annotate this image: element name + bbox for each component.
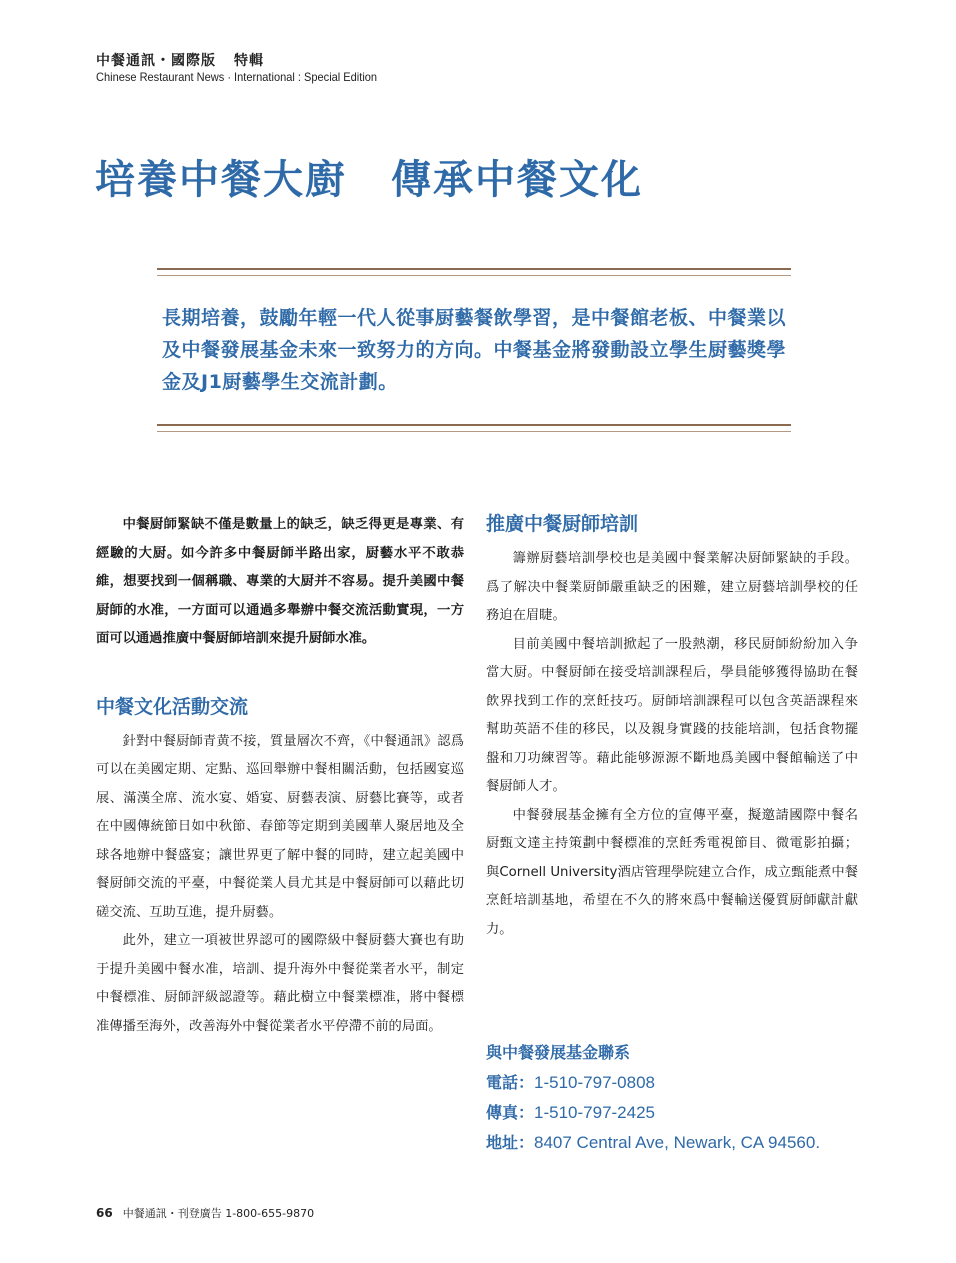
contact-fax <box>486 1098 906 1128</box>
fax-number: 1-510-797-2425 <box>534 1103 655 1122</box>
left-column <box>96 511 464 1041</box>
contact-box <box>486 1038 906 1158</box>
paragraph: 目前美國中餐培訓掀起了一股熱潮，移民厨師紛紛加入争當大厨。中餐厨師在接受培訓課程后，學員能够獲得協助在餐飲界找到工作的烹飪技巧。厨師培訓課程可以包含英語課程來幫助英語不佳的移民，以及親身實踐的技能培訓，包括食物擺盤和刀功練習等。藉此能够源源不斷地爲美國中餐館輸送了中餐厨師人才。 <box>486 636 858 794</box>
paragraph: 針對中餐厨師青黄不接，質量層次不齊，《中餐通訊》認爲可以在美國定期、定點、巡回舉辦中餐相關活動，包括國宴巡展、滿漢全席、流水宴、婚宴、厨藝表演、厨藝比賽等，或者在中國傳統節日如中秋節、春節等定期到美國華人聚居地及全球各地辦中餐盛宴；讓世界更了解中餐的同時，建立起美國中餐厨師交流的平臺，中餐從業人員尤其是中餐厨師可以藉此切磋交流、互助互進，提升厨藝。 <box>96 733 464 920</box>
right-column <box>486 511 858 944</box>
contact-address <box>486 1128 906 1158</box>
address-label: 地址： <box>486 1133 535 1152</box>
subheading-chef-training: 推廣中餐厨師培訓 <box>486 513 639 535</box>
deck-summary: 長期培養，鼓勵年輕一代人從事厨藝餐飲學習，是中餐館老板、中餐業以及中餐發展基金未來一致努力的方向。中餐基金將發動設立學生厨藝獎學金及J1厨藝學生交流計劃。 <box>162 307 787 393</box>
intro-paragraph: 中餐厨師緊缺不僅是數量上的缺乏，缺乏得更是專業、有經驗的大厨。如今許多中餐厨師半路出家，厨藝水平不敢恭維，想要找到一個稱職、專業的大厨并不容易。提升美國中餐厨師的水准，一方面可以通過多舉辦中餐交流活動實現，一方面可以通過推廣中餐厨師培訓來提升厨師水准。 <box>96 517 464 646</box>
page-title <box>95 148 643 205</box>
publication-cn-name: 中餐通訊・國際版 <box>96 53 216 69</box>
paragraph: 籌辦厨藝培訓學校也是美國中餐業解决厨師緊缺的手段。爲了解决中餐業厨師嚴重缺乏的困難，建立厨藝培訓學校的任務迫在眉睫。 <box>486 551 858 623</box>
contact-phone <box>486 1068 906 1098</box>
subheading-culture-exchange: 中餐文化活動交流 <box>96 695 249 718</box>
deck-rule-top <box>157 268 791 276</box>
phone-label: 電話： <box>486 1073 535 1092</box>
paragraph: 此外，建立一項被世界認可的國際級中餐厨藝大賽也有助于提升美國中餐水准，培訓、提升海外中餐從業者水平，制定中餐標准、厨師評級認證等。藉此樹立中餐業標准，將中餐標准傳播至海外，改善海外中餐從業者水平停滯不前的局面。 <box>96 933 464 1034</box>
section-label: 特輯 <box>234 53 264 69</box>
title-part-1: 培養中餐大廚 <box>95 157 347 203</box>
deck-rule-bottom <box>157 424 791 432</box>
footer-text: 中餐通訊・刊登廣告 1-800-655-9870 <box>122 1207 315 1220</box>
fax-label: 傳真： <box>486 1103 535 1122</box>
page-number: 66 <box>96 1206 113 1220</box>
publication-en-name: Chinese Restaurant News · International : Special Edition <box>96 70 378 84</box>
page-footer <box>96 1205 314 1221</box>
publication-name <box>96 50 264 70</box>
phone-number: 1-510-797-0808 <box>534 1073 655 1092</box>
address-value: 8407 Central Ave, Newark, CA 94560. <box>534 1133 821 1152</box>
paragraph: 中餐發展基金擁有全方位的宣傳平臺，擬邀請國際中餐名厨甄文達主持策劃中餐標准的烹飪秀電視節目、微電影拍攝；與Cornell University酒店管理學院建立合作，成立甄能煮中餐烹飪培訓基地，希望在不久的將來爲中餐輸送優質厨師獻計獻力。 <box>486 807 858 937</box>
title-part-2: 傳承中餐文化 <box>391 157 643 203</box>
contact-title: 與中餐發展基金聯系 <box>486 1043 631 1062</box>
